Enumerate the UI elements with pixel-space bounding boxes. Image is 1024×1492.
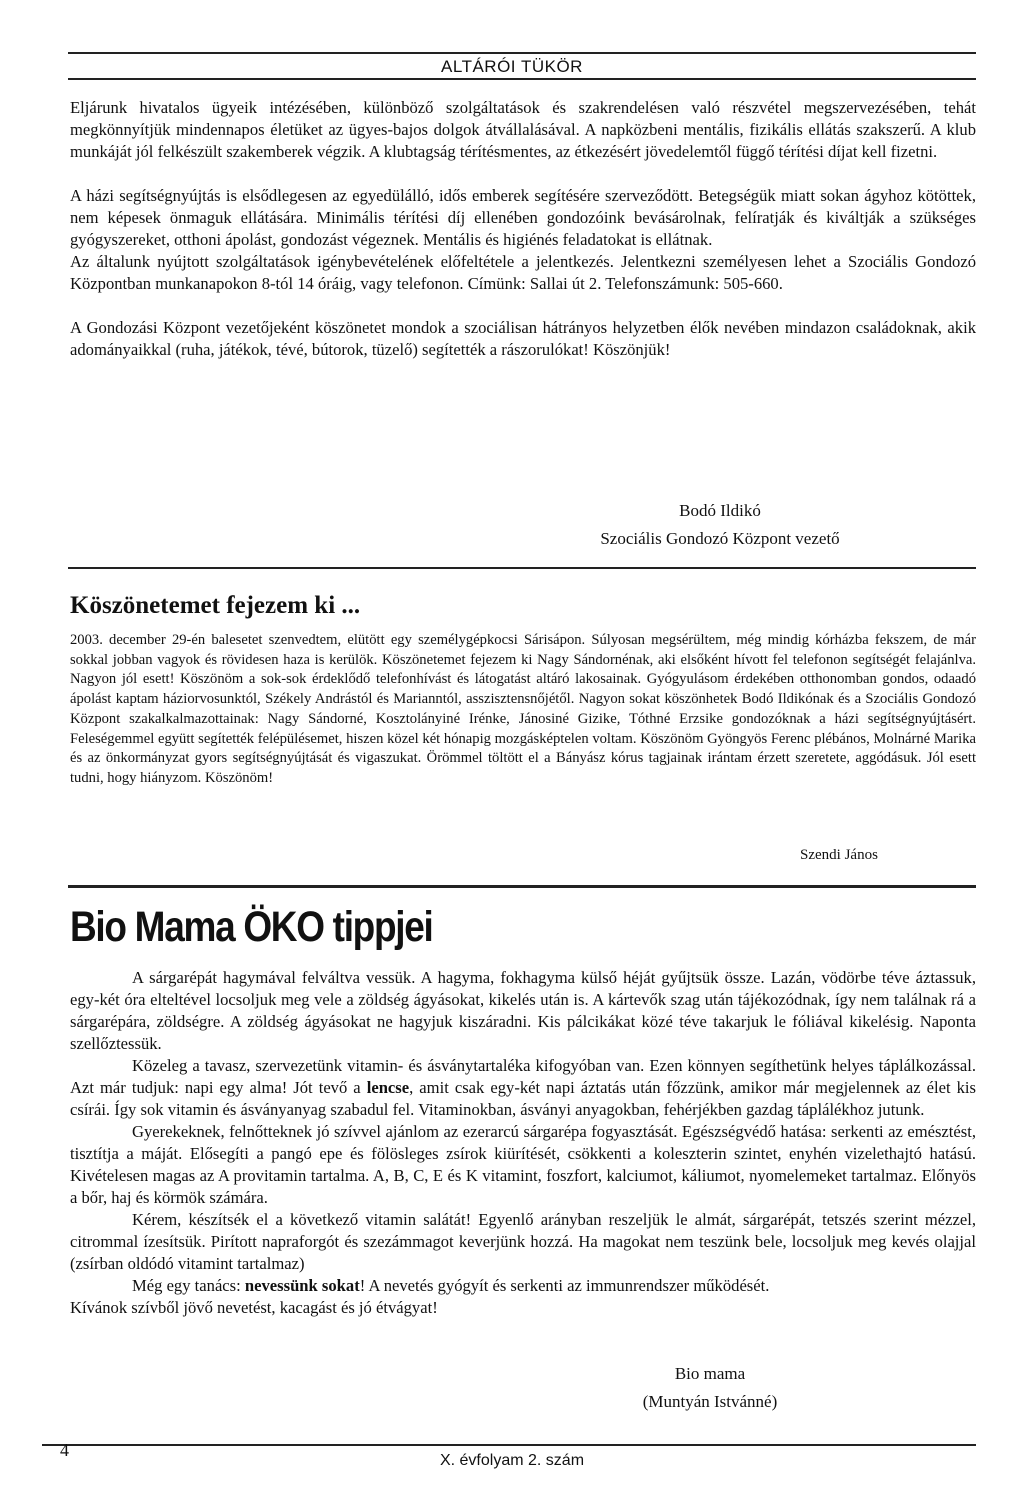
footer-issue: X. évfolyam 2. szám <box>439 1452 585 1469</box>
p5-bold: nevessünk sokat <box>244 1276 360 1295</box>
header-top-rule <box>68 52 976 54</box>
section3-body <box>70 967 976 1319</box>
header-title: ALTÁRÓI TÜKÖR <box>441 57 583 76</box>
bio-signature-real: (Muntyán Istvánné) <box>642 1392 778 1411</box>
section1-signature <box>500 500 940 550</box>
section1-paragraph-2: A házi segítségnyújtás is elsődlegesen az egyedülálló, idős emberek segítésére szerveződött. Betegségük miatt sokan ágyhoz kötöttek, nem képesek önmaguk ellátására. Minimális térítési díj ellenében gondozóink bevásárolnak, felíratják és kiváltják a szükséges gyógyszereket, otthoni ápolást, gondozást végeznek. Mentális és higiénés feladatokat is ellátnak. <box>70 186 976 249</box>
section2-body: 2003. december 29-én balesetet szenvedtem, elütött egy személygépkocsi Sárisápon. Súlyosan megsérültem, még mindig kórházba fekszem, de már sokkal jobban vagyok és rövidesen haza is kerülök. Köszönetemet fejezem ki Nagy Sándornénak, aki elsőként hívott fel telefonon segítségét felajánlva. Nagyon jól esett! Köszönöm a sok-sok érdeklődő telefonhívást és látogatást altáró lakosainak. Gyógyulásom érdekében otthonomban gondos, odaadó ápolást kaptam háziorvosunktól, Székely Andrástól és Marianntól, asszisztensnőjétől. Nagyon sokat köszönhetek Bodó Ildikónak és a Szociális Gondozó Központ szakalkalmazottainak: Nagy Sándorné, Kosztolányiné Irénke, Jánosiné Gizike, Tóthné Erzsike gondozóknak a házi segítségnyújtásért. Feleségemmel együtt segítették felépülésemet, hiszen közel két hónapig mozgásképtelen voltam. Köszönöm Gyöngyös Ferenc plébános, Molnárné Marika és az önkormányzat gyors segítségnyújtását és vigaszukat. Örömmel töltött el a Bányász kórus tagjainak irántam érzett szeretete, aggódásuk. Jól esett tudni, hogy hiányzom. Köszönöm! <box>70 632 976 786</box>
section3-paragraph-4: Kérem, készítsék el a következő vitamin salátát! Egyenlő arányban reszeljük le almát, sárgarépát, tetszés szerint mézzel, citrommal ízesítsük. Pirított napraforgót és szezámmagot keverjünk hozzá. Ha magokat nem teszünk bele, locsoljuk meg kevés olajjal (zsírban oldódó vitamint tartalmaz) <box>70 1210 976 1273</box>
section1-paragraph-1: Eljárunk hivatalos ügyeik intézésében, különböző szolgáltatások és szakrendelésen való részvétel megszervezésében, tehát megkönnyítjük mindennapos életüket az ügyes-bajos dolgok átvállalásával. A napközbeni mentális, fizikális ellátás szakszerű. A klub munkáját jól felkészült szakemberek végzik. A klubtagság térítésmentes, az étkezésért jövedelemtől függő térítési díjat kell fizetni. <box>70 98 976 161</box>
section3-heading: Bio Mama ÖKO tippjei <box>70 903 433 951</box>
p5-text-before: Még egy tanács: <box>132 1276 245 1295</box>
section1-body <box>70 97 976 361</box>
section1-paragraph-4: A Gondozási Központ vezetőjeként köszönetet mondok a szociálisan hátrányos helyzetben élők nevében mindazon családoknak, akik adományaikkal (ruha, játékok, tévé, bútorok, tüzelő) segítették a rászorulókat! Köszönjük! <box>70 318 976 359</box>
section1-paragraph-3: Az általunk nyújtott szolgáltatások igénybevételének előfeltétele a jelentkezés. Jelentkezni személyesen lehet a Szociális Gondozó Központban munkanapokon 8-tól 14 óráig, vagy telefonon. Címünk: Sallai út 2. Telefonszámunk: 505-660. <box>70 252 976 293</box>
section3-paragraph-1: A sárgarépát hagymával felváltva vessük. A hagyma, fokhagyma külső héját gyűjtsük össze. Lazán, vödörbe téve áztassuk, egy-két óra elteltével locsoljuk meg vele a zöldség ágyásokat, kikelés után is. A kártevők szag után tájékozódnak, így nem találnak rá a sárgarépára, zöldségre. A zöldség ágyásokat ne hagyjuk kiszáradni. Kis pálcikákat közé téve takarjuk le fóliával kikelésig. Naponta szellőztessük. <box>70 968 976 1053</box>
page-number: 4 <box>60 1440 69 1460</box>
footer-rule <box>42 1444 976 1446</box>
p5-text-after: ! A nevetés gyógyít és serkenti az immunrendszer működését. <box>359 1276 770 1295</box>
signature-name: Bodó Ildikó <box>679 501 761 520</box>
header-bottom-rule <box>68 78 976 80</box>
p2-bold: lencse <box>366 1078 410 1097</box>
p2-text-after: , amit csak egy-két napi áztatás után főzzünk, amikor már megjelennek az élet kis csírái. Így sok vitamin és ásványanyag szabadul fel. Vitaminokban, ásványi anyagokban, fehérjékben gazdag táplálékhoz jutunk. <box>70 1078 976 1119</box>
section-divider-1 <box>68 567 976 569</box>
section3-paragraph-5 <box>70 1275 976 1297</box>
section3-paragraph-6: Kívánok szívből jövő nevetést, kacagást és jó étvágyat! <box>70 1298 438 1317</box>
section2-heading: Köszönetemet fejezem ki ... <box>70 592 361 619</box>
p2-text-before: Közeleg a tavasz, szervezetünk vitamin- és ásványtartaléka kifogyóban van. Ezen könnyen segíthetünk helyes táplálkozással. Azt már tudjuk: napi egy alma! Jót tevő a <box>70 1056 976 1097</box>
section3-paragraph-3: Gyerekeknek, felnőtteknek jó szívvel ajánlom az ezerarcú sárgarépa fogyasztását. Egészségvédő hatása: serkenti az emésztést, tisztítja a máját. Elősegíti a pangó epe és fölösleges zsírok kiürítését, csökkenti a koleszterin szintet, enyhén vizelethajtó hatású. Kivételesen magas az A provitamin tartalma. A, B, C, E és K vitamint, foszfort, kalciumot, káliumot, nyomelemeket tartalmaz. Előnyös a bőr, haj és körmök számára. <box>70 1122 976 1207</box>
section-divider-2 <box>68 885 976 888</box>
section2-signature: Szendi János <box>800 847 878 863</box>
section3-signature <box>600 1363 820 1413</box>
section3-paragraph-2 <box>70 1055 976 1121</box>
signature-role: Szociális Gondozó Központ vezető <box>600 529 840 548</box>
bio-signature-name: Bio mama <box>674 1364 746 1383</box>
